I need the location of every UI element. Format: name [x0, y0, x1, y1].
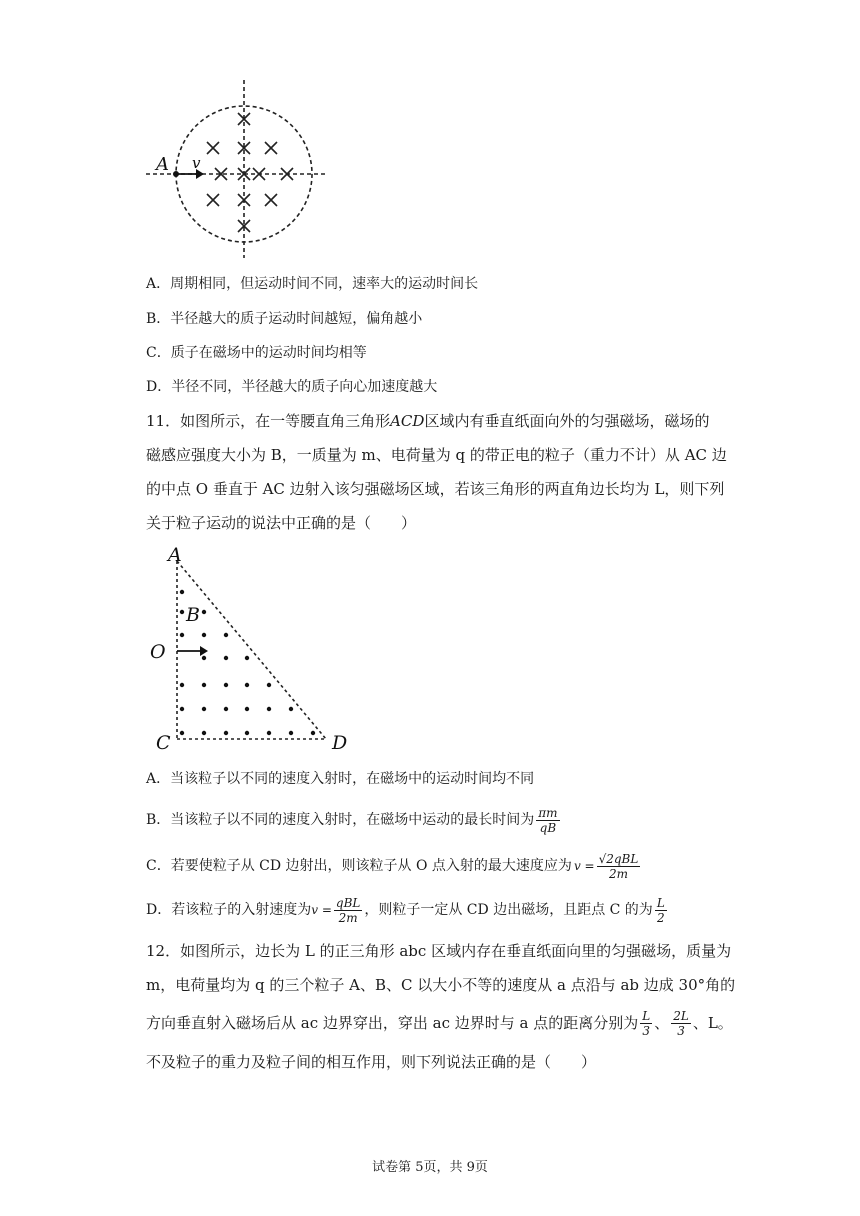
q12-fraction-2 — [671, 1009, 691, 1038]
field-cross-marks — [207, 113, 293, 232]
q10-option-D: D．半径不同，半径越大的质子向心加速度越大 — [146, 379, 438, 395]
fraction-numerator: L — [642, 1008, 651, 1023]
fraction-numerator: L — [656, 895, 665, 910]
fraction-denominator: 3 — [640, 1023, 652, 1038]
q11-stem-line2: 磁感应强度大小为 B，一质量为 m、电荷量为 q 的带正电的粒子（重力不计）从 AC 边 — [146, 446, 727, 464]
edge-AD — [177, 561, 326, 739]
label-A: A — [156, 154, 169, 175]
fraction-numerator: qBL — [335, 895, 361, 910]
q11-option-D-pre: D．若该粒子的入射速度为 — [146, 902, 312, 918]
label-D-tri: D — [332, 732, 348, 754]
q11-line1-tail: 区域内有垂直纸面向外的匀强磁场，磁场的 — [424, 412, 710, 430]
q11-option-D-v: v = — [311, 903, 332, 917]
entry-arrow-head — [200, 646, 208, 656]
q11-option-C — [146, 846, 642, 886]
label-O-tri: O — [150, 641, 166, 663]
fraction-denominator: 2m — [597, 866, 641, 881]
fraction-denominator: 2 — [655, 910, 667, 925]
label-C-tri: C — [156, 732, 171, 754]
label-B-tri: B — [186, 604, 200, 626]
figure-triangle-field — [146, 545, 356, 755]
fraction-numerator: √2qBL — [598, 851, 639, 866]
fraction-numerator: πm — [538, 805, 558, 820]
q11-stem-line1 — [146, 411, 709, 431]
q12-stem-line3 — [146, 1003, 733, 1043]
fraction-denominator: qB — [536, 820, 559, 835]
q12-line3-tail: 、L。 — [692, 1014, 733, 1032]
q12-stem-line4: 不及粒子的重力及粒子间的相互作用，则下列说法正确的是（ ） — [146, 1053, 597, 1071]
q11-option-B-text: B．当该粒子以不同的速度入射时，在磁场中运动的最长时间为 — [146, 812, 535, 828]
q11-option-B-fraction — [536, 806, 559, 835]
q11-option-C-fraction — [597, 852, 641, 881]
fraction-numerator: 2L — [673, 1008, 689, 1023]
q12-line3-pre: 方向垂直射入磁场后从 ac 边界穿出，穿出 ac 边界时与 a 点的距离分别为 — [146, 1014, 639, 1032]
label-v: v — [192, 154, 201, 172]
q10-option-C: C．质子在磁场中的运动时间均相等 — [146, 345, 367, 361]
figure-circular-field — [140, 76, 340, 261]
q11-option-C-v: v = — [573, 859, 595, 873]
q11-stem-line3: 的中点 O 垂直于 AC 边射入该匀强磁场区域，若该三角形的两直角边长均为 L，则下列 — [146, 480, 725, 498]
q11-option-D — [146, 890, 669, 930]
q10-option-A: A．周期相同，但运动时间不同，速率大的运动时间长 — [146, 276, 479, 292]
fraction-denominator: 3 — [671, 1023, 691, 1038]
q11-option-A: A．当该粒子以不同的速度入射时，在磁场中的运动时间均不同 — [146, 771, 535, 787]
q11-line1-var: ACD — [390, 412, 425, 430]
q12-separator: 、 — [654, 1014, 670, 1032]
q11-option-D-fraction2 — [655, 896, 667, 925]
q11-line1-text: 11．如图所示，在一等腰直角三角形 — [146, 412, 391, 430]
q12-fraction-1 — [640, 1009, 652, 1038]
q11-option-C-text: C．若要使粒子从 CD 边射出，则该粒子从 O 点入射的最大速度应为 — [146, 858, 572, 874]
fraction-denominator: 2m — [334, 910, 362, 925]
page-footer: 试卷第 5页，共 9页 — [372, 1160, 488, 1175]
q11-stem-line4: 关于粒子运动的说法中正确的是（ ） — [146, 514, 417, 532]
field-dots — [180, 590, 315, 735]
label-A-tri: A — [168, 545, 182, 566]
q11-option-D-fraction — [334, 896, 362, 925]
q11-option-D-mid: ，则粒子一定从 CD 边出磁场，且距点 C 的为 — [364, 902, 653, 918]
q12-stem-line2: m，电荷量均为 q 的三个粒子 A、B、C 以大小不等的速度从 a 点沿与 ab 边成 30°角的 — [146, 976, 736, 994]
q10-option-B: B．半径越大的质子运动时间越短，偏角越小 — [146, 311, 423, 327]
q12-stem-line1: 12．如图所示，边长为 L 的正三角形 abc 区域内存在垂直纸面向里的匀强磁场，质量为 — [146, 942, 732, 960]
q11-option-B — [146, 800, 562, 840]
